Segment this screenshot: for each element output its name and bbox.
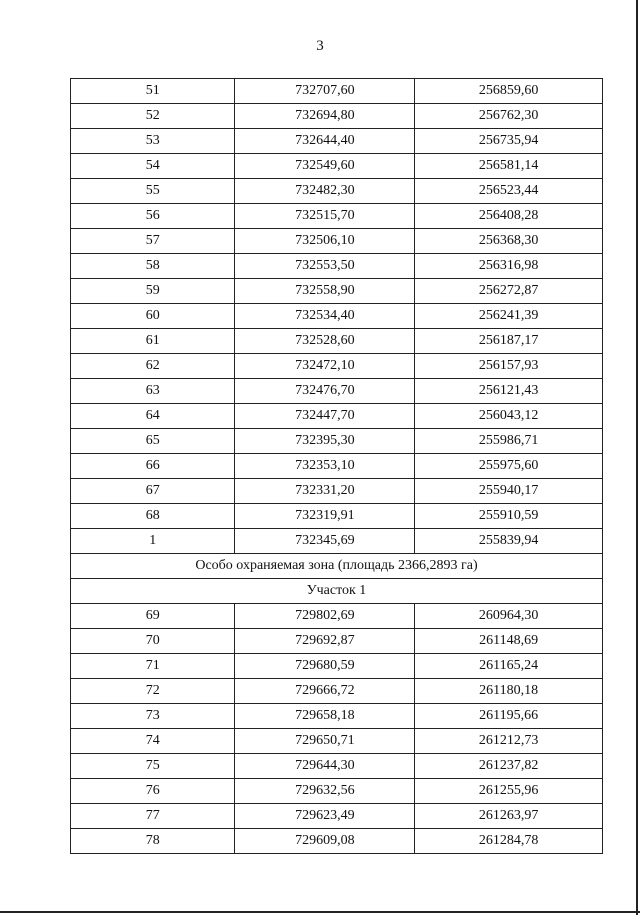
y-coordinate-cell: 255940,17 [415,479,603,504]
point-number-cell: 64 [71,404,235,429]
zone-heading-row [71,554,603,579]
point-number-cell: 70 [71,629,235,654]
table-row [71,654,603,679]
x-coordinate-cell: 732331,20 [235,479,415,504]
point-number-cell: 53 [71,129,235,154]
point-number-cell: 56 [71,204,235,229]
table-row [71,279,603,304]
table-row [71,704,603,729]
y-coordinate-cell: 256241,39 [415,304,603,329]
point-number-cell: 77 [71,804,235,829]
y-coordinate-cell: 256735,94 [415,129,603,154]
table-row [71,229,603,254]
point-number-cell: 59 [71,279,235,304]
table-row [71,604,603,629]
table-row [71,254,603,279]
point-number-cell: 1 [71,529,235,554]
point-number-cell: 58 [71,254,235,279]
point-number-cell: 75 [71,754,235,779]
point-number-cell: 71 [71,654,235,679]
table-row [71,779,603,804]
x-coordinate-cell: 732482,30 [235,179,415,204]
y-coordinate-cell: 256316,98 [415,254,603,279]
y-coordinate-cell: 261237,82 [415,754,603,779]
y-coordinate-cell: 261195,66 [415,704,603,729]
point-number-cell: 62 [71,354,235,379]
y-coordinate-cell: 256157,93 [415,354,603,379]
y-coordinate-cell: 261148,69 [415,629,603,654]
table-row [71,729,603,754]
coordinates-table-bottom-body [71,604,603,854]
table-row [71,804,603,829]
table-row [71,454,603,479]
y-coordinate-cell: 256408,28 [415,204,603,229]
table-row [71,529,603,554]
point-number-cell: 55 [71,179,235,204]
table-row [71,129,603,154]
x-coordinate-cell: 732447,70 [235,404,415,429]
point-number-cell: 76 [71,779,235,804]
x-coordinate-cell: 729802,69 [235,604,415,629]
table-row [71,429,603,454]
y-coordinate-cell: 261263,97 [415,804,603,829]
point-number-cell: 57 [71,229,235,254]
coordinates-table-top-body [71,79,603,554]
point-number-cell: 68 [71,504,235,529]
x-coordinate-cell: 732534,40 [235,304,415,329]
table-row [71,379,603,404]
subsection-heading-row [71,579,603,604]
table-row [71,179,603,204]
x-coordinate-cell: 732528,60 [235,329,415,354]
y-coordinate-cell: 256368,30 [415,229,603,254]
table-row [71,754,603,779]
table-row [71,679,603,704]
table-row [71,504,603,529]
x-coordinate-cell: 732558,90 [235,279,415,304]
y-coordinate-cell: 261284,78 [415,829,603,854]
point-number-cell: 69 [71,604,235,629]
point-number-cell: 78 [71,829,235,854]
x-coordinate-cell: 729609,08 [235,829,415,854]
zone-heading-body [71,554,603,604]
table-row [71,79,603,104]
point-number-cell: 74 [71,729,235,754]
x-coordinate-cell: 732345,69 [235,529,415,554]
y-coordinate-cell: 256121,43 [415,379,603,404]
x-coordinate-cell: 732506,10 [235,229,415,254]
table-row [71,204,603,229]
x-coordinate-cell: 729658,18 [235,704,415,729]
table-row [71,329,603,354]
point-number-cell: 63 [71,379,235,404]
y-coordinate-cell: 255910,59 [415,504,603,529]
y-coordinate-cell: 256043,12 [415,404,603,429]
x-coordinate-cell: 732515,70 [235,204,415,229]
x-coordinate-cell: 732319,91 [235,504,415,529]
table-row [71,304,603,329]
y-coordinate-cell: 255975,60 [415,454,603,479]
point-number-cell: 60 [71,304,235,329]
y-coordinate-cell: 260964,30 [415,604,603,629]
table-row [71,829,603,854]
x-coordinate-cell: 732353,10 [235,454,415,479]
x-coordinate-cell: 729644,30 [235,754,415,779]
point-number-cell: 67 [71,479,235,504]
point-number-cell: 52 [71,104,235,129]
x-coordinate-cell: 732476,70 [235,379,415,404]
x-coordinate-cell: 732553,50 [235,254,415,279]
y-coordinate-cell: 255839,94 [415,529,603,554]
point-number-cell: 72 [71,679,235,704]
x-coordinate-cell: 729623,49 [235,804,415,829]
table-row [71,354,603,379]
table-row [71,629,603,654]
x-coordinate-cell: 732707,60 [235,79,415,104]
point-number-cell: 73 [71,704,235,729]
scan-edge-bottom [0,911,640,913]
x-coordinate-cell: 729680,59 [235,654,415,679]
table-row [71,479,603,504]
table-row [71,404,603,429]
y-coordinate-cell: 261212,73 [415,729,603,754]
table-row [71,154,603,179]
y-coordinate-cell: 256272,87 [415,279,603,304]
y-coordinate-cell: 261165,24 [415,654,603,679]
y-coordinate-cell: 256859,60 [415,79,603,104]
x-coordinate-cell: 729692,87 [235,629,415,654]
x-coordinate-cell: 732694,80 [235,104,415,129]
x-coordinate-cell: 732644,40 [235,129,415,154]
zone-heading: Особо охраняемая зона (площадь 2366,2893 га) [71,554,603,579]
x-coordinate-cell: 729666,72 [235,679,415,704]
subsection-heading: Участок 1 [71,579,603,604]
y-coordinate-cell: 256581,14 [415,154,603,179]
x-coordinate-cell: 732395,30 [235,429,415,454]
y-coordinate-cell: 256523,44 [415,179,603,204]
x-coordinate-cell: 732472,10 [235,354,415,379]
point-number-cell: 54 [71,154,235,179]
y-coordinate-cell: 256762,30 [415,104,603,129]
scan-edge-right [636,0,638,915]
table-row [71,104,603,129]
x-coordinate-cell: 729650,71 [235,729,415,754]
y-coordinate-cell: 261180,18 [415,679,603,704]
point-number-cell: 51 [71,79,235,104]
page-number: 3 [316,38,324,54]
y-coordinate-cell: 261255,96 [415,779,603,804]
coordinates-table [70,78,603,854]
point-number-cell: 65 [71,429,235,454]
point-number-cell: 61 [71,329,235,354]
y-coordinate-cell: 256187,17 [415,329,603,354]
point-number-cell: 66 [71,454,235,479]
x-coordinate-cell: 732549,60 [235,154,415,179]
y-coordinate-cell: 255986,71 [415,429,603,454]
x-coordinate-cell: 729632,56 [235,779,415,804]
